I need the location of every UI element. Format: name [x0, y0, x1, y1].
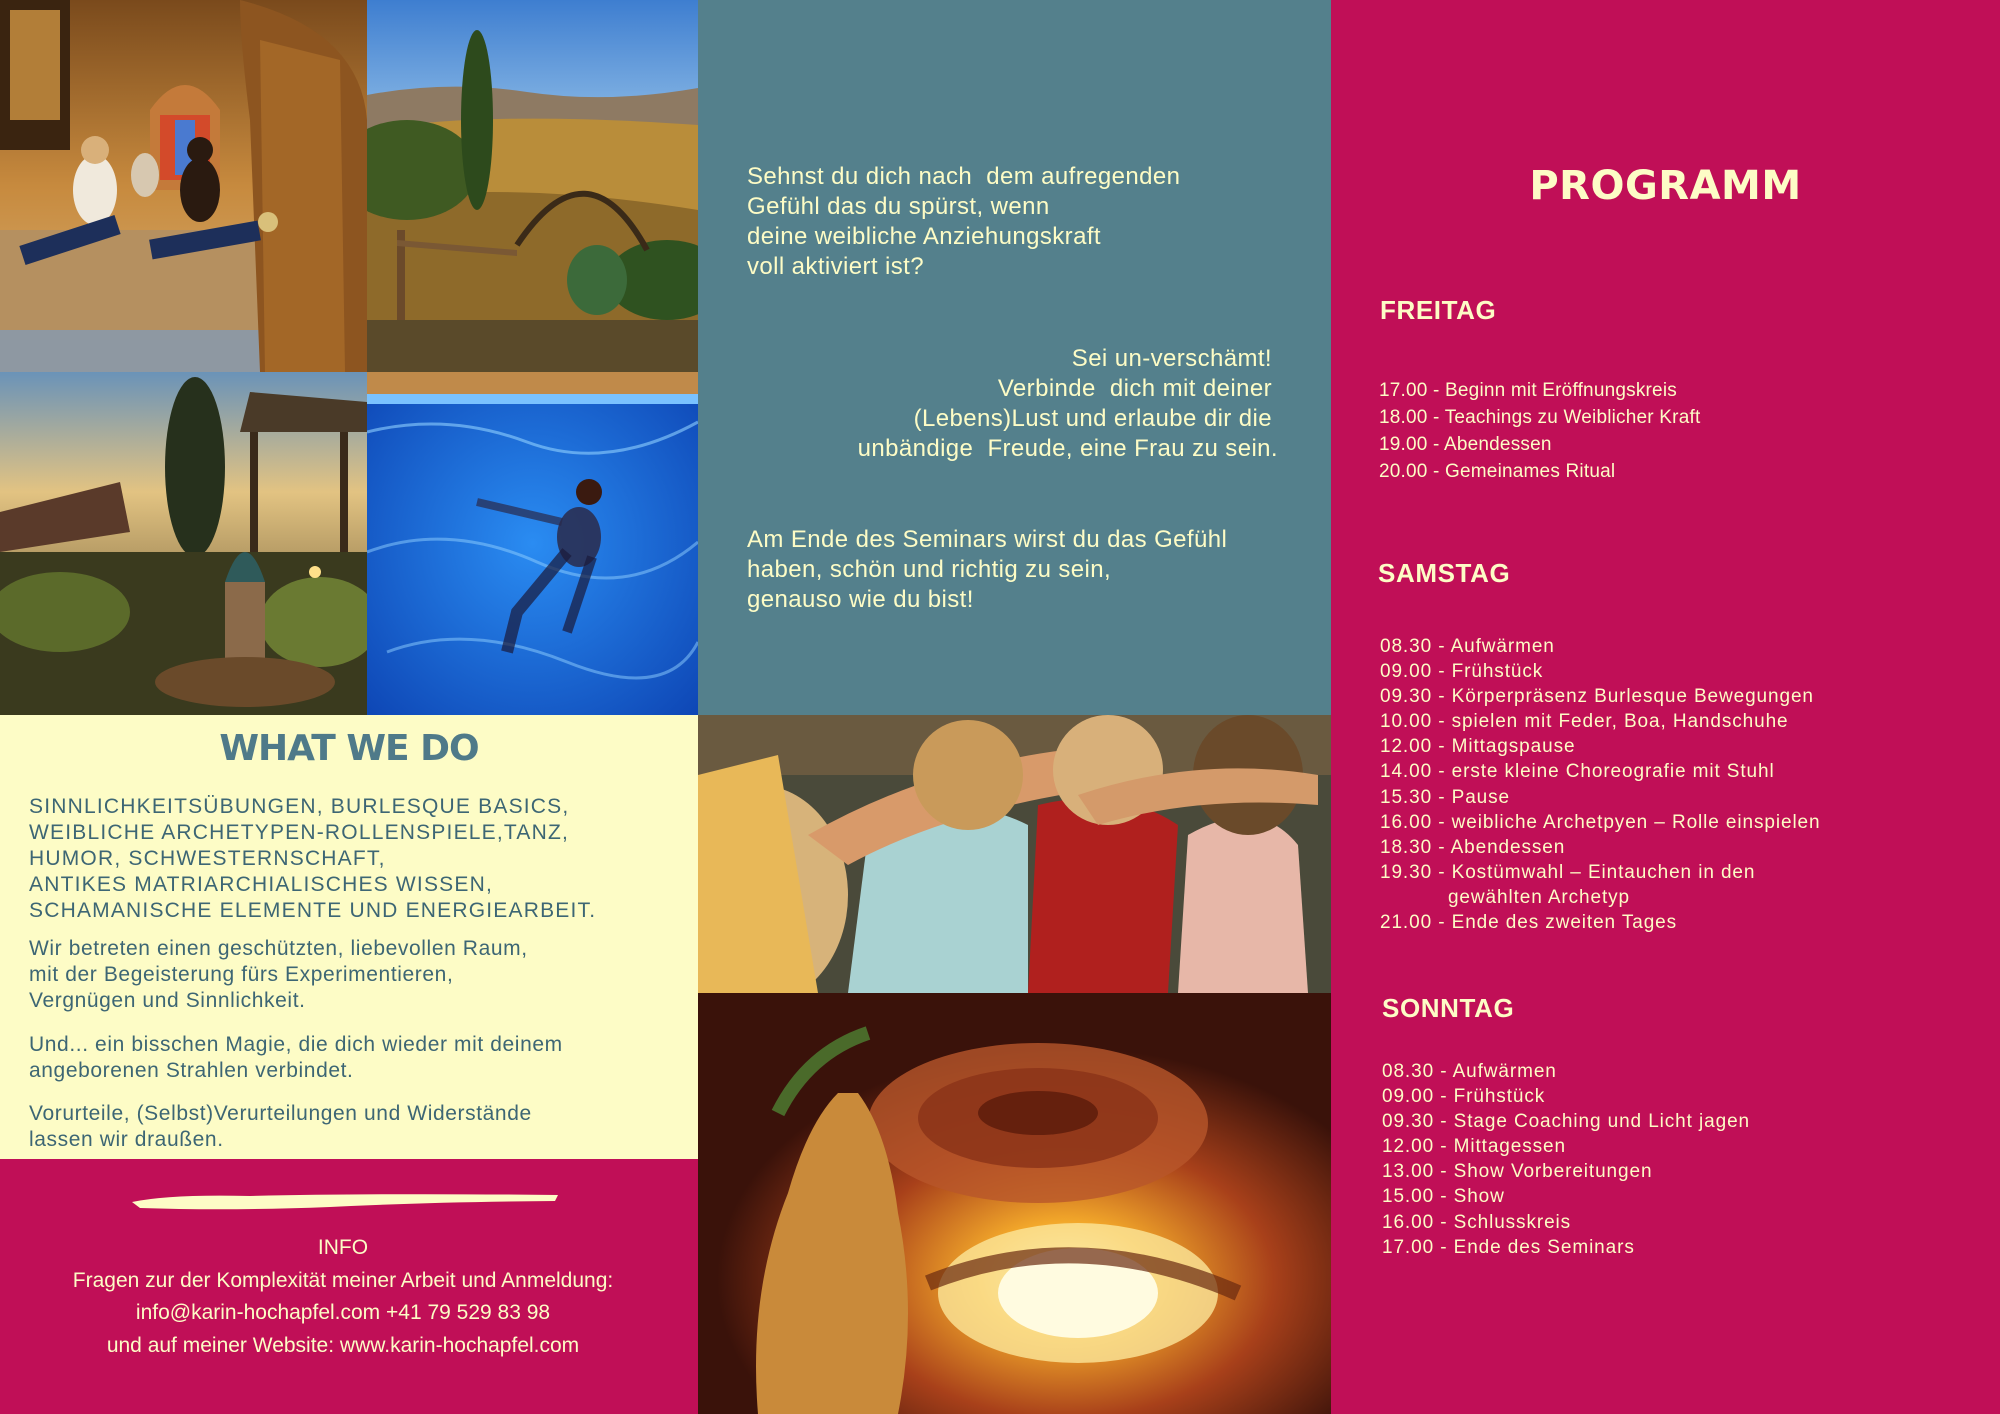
- yoga-room-photo: [0, 0, 367, 372]
- schedule-item: 08.30 - Aufwärmen: [1380, 636, 1555, 657]
- quote-line: Sei un-verschämt!: [1071, 345, 1272, 372]
- schedule-item: 10.00 - spielen mit Feder, Boa, Handschuhe: [1380, 711, 1789, 733]
- schedule-item: 09.30 - Stage Coaching und Licht jagen: [1382, 1111, 1750, 1133]
- activities-list: [29, 794, 596, 924]
- schedule-samstag: [1380, 634, 1821, 935]
- info-heading: INFO: [317, 1236, 369, 1259]
- paragraph-line: lassen wir draußen.: [29, 1128, 224, 1151]
- schedule-item: 15.00 - Show: [1382, 1186, 1505, 1208]
- schedule-item: 17.00 - Beginn mit Eröffnungskreis: [1379, 380, 1677, 401]
- schedule-item: 20.00 - Gemeinames Ritual: [1379, 461, 1616, 482]
- outro-line: haben, schön und richtig zu sein,: [747, 556, 1112, 583]
- day-heading-samstag: SAMSTAG: [1378, 558, 1511, 588]
- activity-line: WEIBLICHE ARCHETYPEN-ROLLENSPIELE,TANZ,: [29, 821, 570, 844]
- schedule-item: 12.00 - Mittagspause: [1380, 736, 1576, 758]
- swimming-pool-photo: [367, 372, 698, 715]
- schedule-item: 09.00 - Frühstück: [1382, 1086, 1546, 1108]
- garden-sunset-photo: [0, 372, 367, 715]
- schedule-item: 18.30 - Abendessen: [1380, 836, 1566, 858]
- schedule-freitag: [1379, 377, 1700, 485]
- paragraph-line: Und... ein bisschen Magie, die dich wieder mit deinem: [29, 1033, 563, 1056]
- activity-line: SINNLICHKEITSÜBUNGEN, BURLESQUE BASICS,: [29, 795, 570, 818]
- schedule-item: 21.00 - Ende des zweiten Tages: [1380, 912, 1678, 934]
- quote-line: unbändige Freude, eine Frau zu sein.: [857, 435, 1278, 462]
- activity-line: ANTIKES MATRIARCHIALISCHES WISSEN,: [29, 873, 493, 896]
- schedule-item: 19.30 - Kostümwahl – Eintauchen in den: [1380, 861, 1756, 883]
- day-heading-freitag: FREITAG: [1380, 295, 1497, 325]
- space-paragraph: [29, 936, 528, 1014]
- schedule-item: 16.00 - Schlusskreis: [1382, 1211, 1572, 1233]
- schedule-item: 19.00 - Abendessen: [1379, 434, 1552, 455]
- intro-line: voll aktiviert ist?: [747, 253, 924, 280]
- outro-line: Am Ende des Seminars wirst du das Gefühl: [747, 526, 1228, 553]
- quote-text: [740, 344, 1278, 464]
- candle-bowl-photo: [698, 993, 1331, 1414]
- outro-text: [747, 525, 1227, 615]
- info-question-line: Fragen zur der Komplexität meiner Arbeit und Anmeldung:: [72, 1268, 614, 1292]
- activity-line: SCHAMANISCHE ELEMENTE UND ENERGIEARBEIT.: [29, 899, 597, 922]
- paragraph-line: Vorurteile, (Selbst)Verurteilungen und Widerstände: [29, 1102, 532, 1125]
- paragraph-line: angeborenen Strahlen verbindet.: [29, 1059, 354, 1082]
- contact-email-phone[interactable]: info@karin-hochapfel.com +41 79 529 83 98: [135, 1301, 551, 1324]
- programm-title: PROGRAMM: [1529, 163, 1802, 209]
- schedule-item: 12.00 - Mittagessen: [1382, 1136, 1566, 1158]
- schedule-item: 09.00 - Frühstück: [1380, 661, 1544, 683]
- schedule-item: 08.30 - Aufwärmen: [1382, 1061, 1557, 1082]
- day-heading-sonntag: SONNTAG: [1382, 993, 1515, 1023]
- outro-line: genauso wie du bist!: [747, 586, 974, 613]
- quote-line: (Lebens)Lust und erlaube dir die: [913, 405, 1272, 432]
- schedule-item: 14.00 - erste kleine Choreografie mit Stuhl: [1380, 761, 1775, 783]
- paragraph-line: Wir betreten einen geschützten, liebevollen Raum,: [29, 937, 528, 960]
- schedule-item: 13.00 - Show Vorbereitungen: [1382, 1161, 1653, 1183]
- schedule-item: gewählten Archetyp: [1380, 886, 1630, 908]
- women-embracing-photo: [698, 715, 1331, 993]
- paragraph-line: mit der Begeisterung fürs Experimentieren,: [29, 963, 454, 986]
- schedule-sonntag: [1382, 1059, 1750, 1260]
- schedule-item: 18.00 - Teachings zu Weiblicher Kraft: [1379, 407, 1701, 428]
- tuscan-landscape-photo: [367, 0, 698, 372]
- intro-line: Sehnst du dich nach dem aufregenden: [747, 163, 1181, 190]
- schedule-item: 09.30 - Körperpräsenz Burlesque Bewegungen: [1380, 686, 1814, 708]
- brush-stroke-divider: [130, 1190, 560, 1212]
- quote-line: Verbinde dich mit deiner: [997, 375, 1272, 402]
- prejudice-paragraph: [29, 1101, 532, 1153]
- what-we-do-title: WHAT WE DO: [219, 728, 479, 769]
- website-line[interactable]: und auf meiner Website: www.karin-hochapfel.com: [106, 1333, 580, 1357]
- intro-text: [747, 162, 1180, 282]
- activity-line: HUMOR, SCHWESTERNSCHAFT,: [29, 847, 386, 870]
- schedule-item: 15.30 - Pause: [1380, 786, 1511, 808]
- schedule-item: 16.00 - weibliche Archetpyen – Rolle einspielen: [1380, 811, 1821, 833]
- paragraph-line: Vergnügen und Sinnlichkeit.: [29, 989, 306, 1012]
- intro-line: Gefühl das du spürst, wenn: [747, 193, 1050, 220]
- magic-paragraph: [29, 1032, 563, 1084]
- intro-line: deine weibliche Anziehungskraft: [747, 223, 1101, 250]
- schedule-item: 17.00 - Ende des Seminars: [1382, 1236, 1635, 1258]
- info-contact: [0, 1232, 686, 1362]
